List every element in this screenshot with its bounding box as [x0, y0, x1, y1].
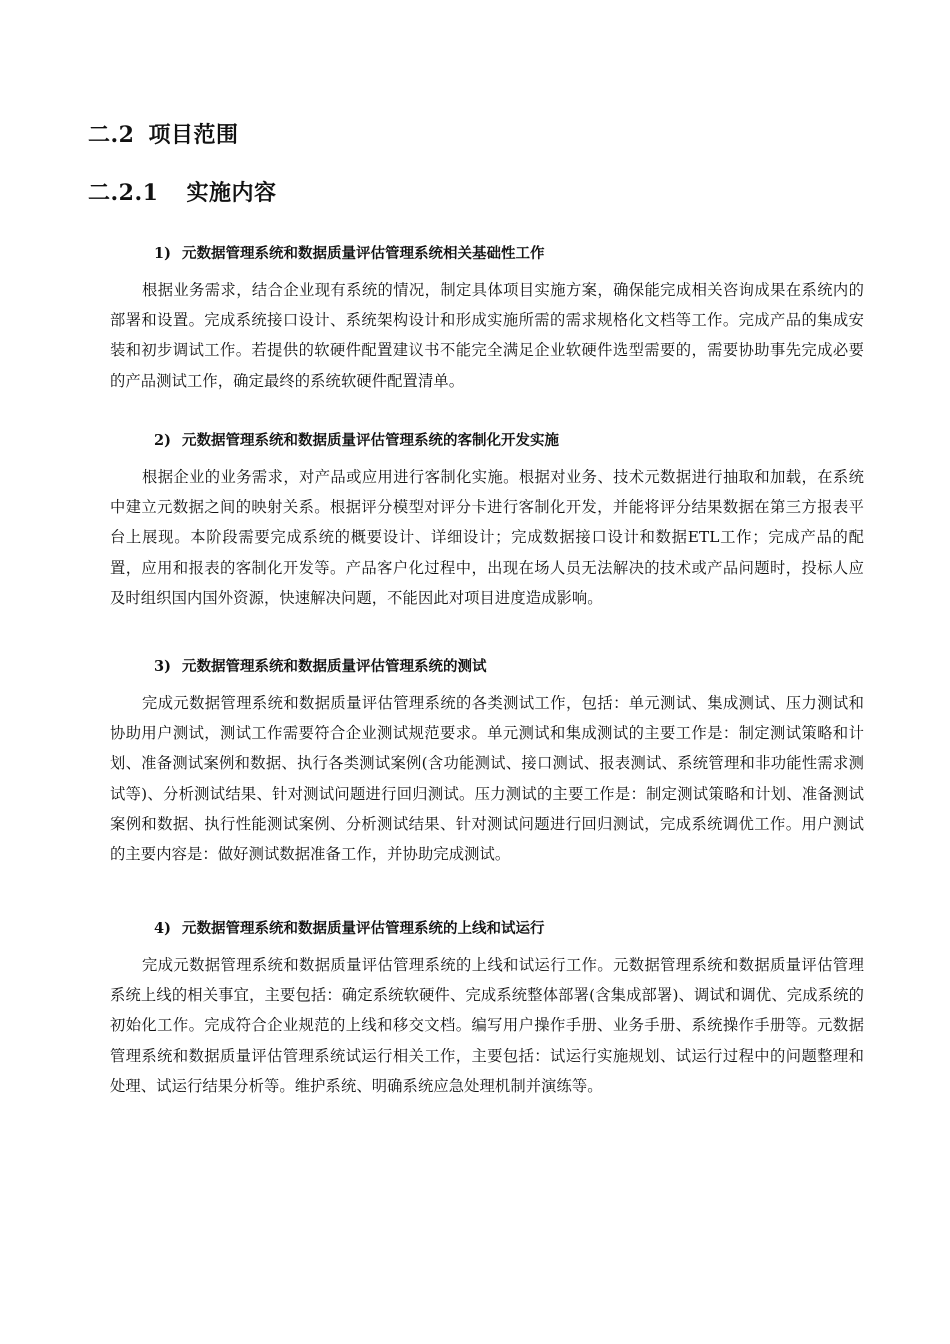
item-1-title: [154, 239, 864, 269]
item-2: [110, 426, 864, 613]
section-heading: [88, 118, 238, 149]
item-1-body: 根据业务需求，结合企业现有系统的情况，制定具体项目实施方案，确保能完成相关咨询成果在系统内的部署和设置。完成系统接口设计、系统架构设计和形成实施所需的需求规格化文档等工作。完成产品的集成安装和初步调试工作。若提供的软硬件配置建议书不能完全满足企业软硬件选型需要的，需要协助事先完成必要的产品测试工作，确定最终的系统软硬件配置清单。: [110, 281, 864, 390]
item-2-title-text: 元数据管理系统和数据质量评估管理系统的客制化开发实施: [182, 432, 559, 449]
item-2-title: [154, 426, 864, 456]
subsection-heading-number: 二.2.1: [88, 180, 159, 206]
item-3: [110, 652, 864, 869]
item-3-body: 完成元数据管理系统和数据质量评估管理系统的各类测试工作，包括：单元测试、集成测试、压力测试和协助用户测试，测试工作需要符合企业测试规范要求。单元测试和集成测试的主要工作是：制定测试策略和计划、准备测试案例和数据、执行各类测试案例(含功能测试、接口测试、报表测试、系统管理和非功能性需求测试等)、分析测试结果、针对测试问题进行回归测试。压力测试的主要工作是：制定测试策略和计划、准备测试案例和数据、执行性能测试案例、分析测试结果、针对测试问题进行回归测试，完成系统调优工作。用户测试的主要内容是：做好测试数据准备工作，并协助完成测试。: [110, 694, 864, 864]
item-4-body: 完成元数据管理系统和数据质量评估管理系统的上线和试运行工作。元数据管理系统和数据质量评估管理系统上线的相关事宜，主要包括：确定系统软硬件、完成系统整体部署(含集成部署)、调试和调优、完成系统的初始化工作。完成符合企业规范的上线和移交文档。编写用户操作手册、业务手册、系统操作手册等。元数据管理系统和数据质量评估管理系统试运行相关工作，主要包括：试运行实施规划、试运行过程中的问题整理和处理、试运行结果分析等。维护系统、明确系统应急处理机制并演练等。: [110, 956, 864, 1095]
item-3-title: [154, 652, 864, 682]
subsection-heading-title: 实施内容: [186, 180, 277, 206]
section-heading-number: 二.2: [88, 122, 135, 148]
item-1-title-text: 元数据管理系统和数据质量评估管理系统相关基础性工作: [182, 245, 545, 262]
item-4-number: 4): [154, 920, 171, 937]
item-3-number: 3): [154, 658, 171, 675]
item-2-body: 根据企业的业务需求，对产品或应用进行客制化实施。根据对业务、技术元数据进行抽取和加载，在系统中建立元数据之间的映射关系。根据评分模型对评分卡进行客制化开发，并能将评分结果数据在第三方报表平台上展现。本阶段需要完成系统的概要设计、详细设计；完成数据接口设计和数据ETL工作；完成产品的配置，应用和报表的客制化开发等。产品客户化过程中，出现在场人员无法解决的技术或产品问题时，投标人应及时组织国内国外资源，快速解决问题，不能因此对项目进度造成影响。: [110, 468, 864, 607]
item-3-title-text: 元数据管理系统和数据质量评估管理系统的测试: [182, 658, 487, 675]
item-2-number: 2): [154, 432, 171, 449]
subsection-heading: [88, 176, 276, 207]
item-1: [110, 239, 864, 396]
item-4: [110, 914, 864, 1101]
section-heading-title: 项目范围: [148, 122, 239, 148]
item-4-title-text: 元数据管理系统和数据质量评估管理系统的上线和试运行: [182, 920, 545, 937]
item-1-number: 1): [154, 245, 171, 262]
item-4-title: [154, 914, 864, 944]
